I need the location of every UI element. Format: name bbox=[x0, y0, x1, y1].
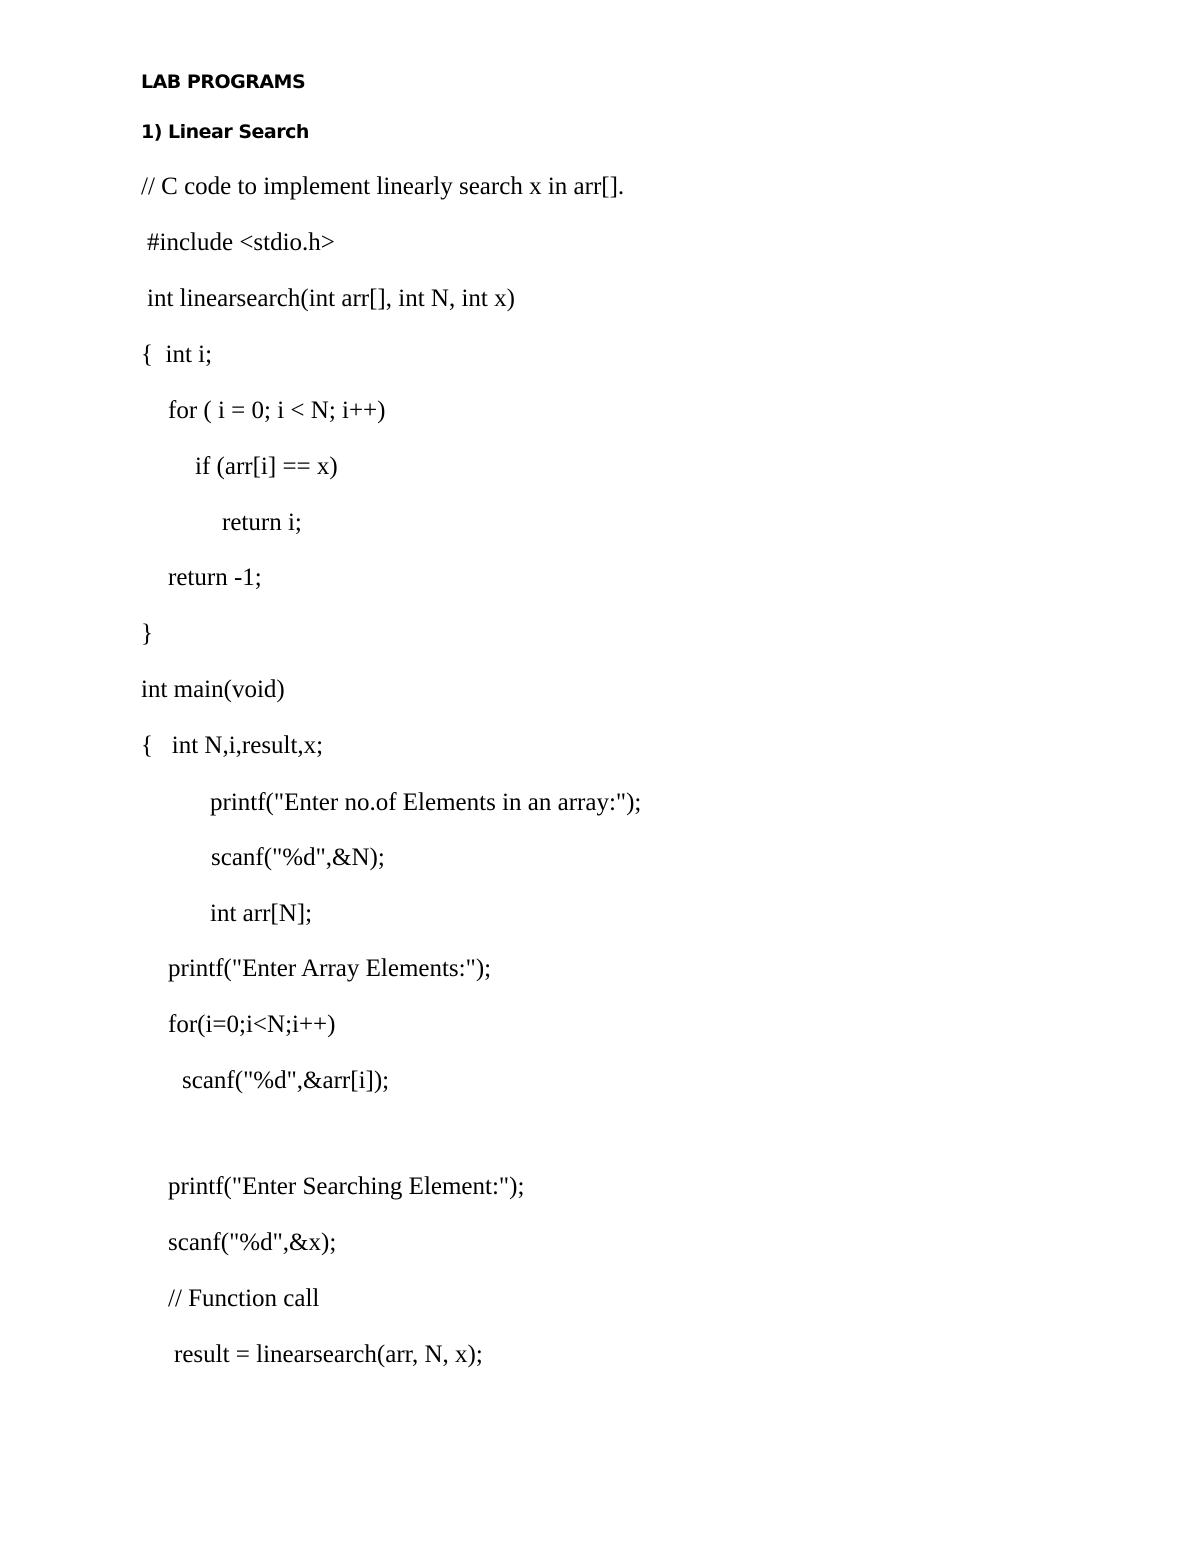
code-line: } bbox=[141, 620, 153, 647]
code-line: return i; bbox=[222, 509, 302, 536]
code-line: { int i; bbox=[141, 341, 213, 368]
code-line: scanf("%d",&x); bbox=[168, 1229, 337, 1256]
code-line: printf("Enter Searching Element:"); bbox=[168, 1173, 525, 1200]
code-line: #include <stdio.h> bbox=[147, 229, 335, 256]
code-line: if (arr[i] == x) bbox=[195, 453, 338, 480]
code-line: result = linearsearch(arr, N, x); bbox=[174, 1341, 483, 1368]
code-line: // Function call bbox=[168, 1285, 320, 1312]
code-line: int arr[N]; bbox=[210, 900, 313, 927]
code-line: return -1; bbox=[168, 564, 262, 591]
code-line: int linearsearch(int arr[], int N, int x) bbox=[147, 285, 515, 312]
code-line: scanf("%d",&arr[i]); bbox=[182, 1067, 390, 1094]
code-line: scanf("%d",&N); bbox=[211, 844, 385, 871]
code-line: for ( i = 0; i < N; i++) bbox=[168, 397, 386, 424]
code-line: int main(void) bbox=[141, 676, 285, 703]
code-line: printf("Enter Array Elements:"); bbox=[168, 955, 492, 982]
code-line: printf("Enter no.of Elements in an array:"); bbox=[210, 789, 642, 816]
document-title: LAB PROGRAMS bbox=[141, 71, 306, 93]
code-line: for(i=0;i<N;i++) bbox=[168, 1011, 336, 1038]
code-line: // C code to implement linearly search x in arr[]. bbox=[141, 173, 625, 200]
section-title: 1) Linear Search bbox=[141, 121, 309, 143]
code-line: { int N,i,result,x; bbox=[141, 732, 324, 759]
